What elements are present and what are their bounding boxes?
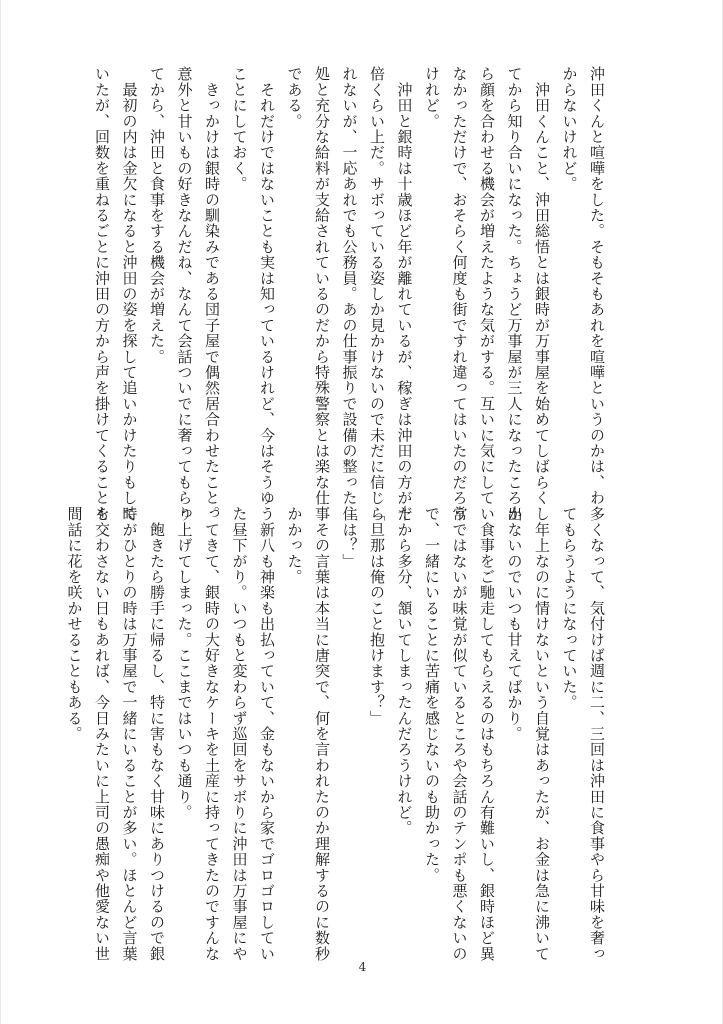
text-line: で、一緒にいることに苦痛を感じないのも助かった。 [423, 506, 441, 883]
text-line: ってきて、銀時の大好きなケーキを土産に持ってきたのですんな [203, 506, 221, 962]
text-line: 出ないのでいつも甘えてばかり。 [505, 506, 524, 742]
lower-text-block [65, 506, 610, 962]
text-line: それだけではないことも実は知っているけれど、今はそうゆう [258, 66, 276, 522]
text-line: 沖田と銀時は十歳ほど年が離れているが、稼ぎは沖田の方が十 [395, 66, 414, 522]
text-line: 沖田くんこと、沖田総悟とは銀時が万事屋を始めてしばらくし [533, 66, 551, 522]
text-line: からないけれど。 [560, 66, 579, 192]
text-line: けれど。 [423, 66, 441, 129]
text-line: ら顔を合わせる機会が増えたような気がする。互いに気にしてい [478, 66, 496, 522]
page-number: 4 [358, 960, 367, 974]
text-line: 処と充分な給料が支給されているのだから特殊警察とは楽な仕事 [313, 66, 331, 522]
text-line: 年上なのに情けないという自覚はあったが、お金は急に沸いて [533, 506, 551, 962]
text-line: 常ではないが味覚が似ているところや会話のテンポも悪くないの [450, 506, 469, 962]
text-line: た昼下がり。いつもと変わらず巡回をサボりに沖田は万事屋にや [230, 506, 249, 962]
text-line: 飽きたら勝手に帰るし、特に害もなく甘味にありつけるので銀 [148, 506, 166, 962]
text-line: 「旦那は俺のこと抱けます？」 [368, 506, 386, 726]
text-line: 「は？」 [340, 506, 359, 569]
text-line: 沖田くんと喧嘩をした。そもそもあれを喧嘩というのかは、わ [588, 66, 606, 506]
text-line: なかっただけで、おそらく何度も街ですれ違ってはいたのだろう [450, 66, 469, 522]
text-line: いたが、回数を重ねるごとに沖田の方から声を掛けてくることも [93, 66, 111, 522]
text-line: 時がひとりの時は万事屋で一緒にいることが多い。ほとんど言葉 [120, 506, 139, 962]
text-line: だから多分、頷いてしまったんだろうけれど。 [395, 506, 414, 836]
text-line: 多くなって、気付けば週に二、三回は沖田に食事やら甘味を奢っ [588, 506, 606, 962]
upper-text-block [90, 66, 610, 522]
text-line: れないが、一応あれでも公務員。あの仕事振りで設備の整った住 [340, 66, 359, 522]
text-line: 倍くらい上だ。サボっている姿しか見かけないので未だに信じら [368, 66, 386, 522]
text-line: である。 [285, 66, 304, 129]
text-line: きっかけは銀時の馴染みである団子屋で偶然居合わせたこと。 [203, 66, 221, 522]
text-line: 意外と甘いもの好きなんだね、なんて会話ついでに奢ってもらっ [175, 66, 194, 522]
text-line: てもらうようになっていた。 [560, 506, 579, 711]
text-line: り上げてしまった。ここまではいつも通り。 [175, 506, 194, 820]
text-line: てから知り合いになった。ちょうど万事屋が三人になったころか [505, 66, 524, 522]
text-line: てから、沖田と食事をする機会が増えた。 [148, 66, 166, 365]
text-line: 食事をご馳走してもらえるのはもちろん有難いし、銀時ほど異 [478, 506, 496, 962]
text-line: を交わさない日もあれば、今日みたいに上司の愚痴や他愛ない世 [93, 506, 111, 962]
text-line: 間話に花を咲かせることもある。 [65, 506, 84, 742]
text-line: その言葉は本当に唐突で、何を言われたのか理解するのに数秒 [313, 506, 331, 962]
text-line: かかった。 [285, 506, 304, 585]
text-line: 新八も神楽も出払っていて、金もないから家でゴロゴロしてい [258, 506, 276, 962]
text-line: 最初の内は金欠になると沖田の姿を探して追いかけたりもして [120, 66, 139, 522]
text-line: ことにしておく。 [230, 66, 249, 192]
